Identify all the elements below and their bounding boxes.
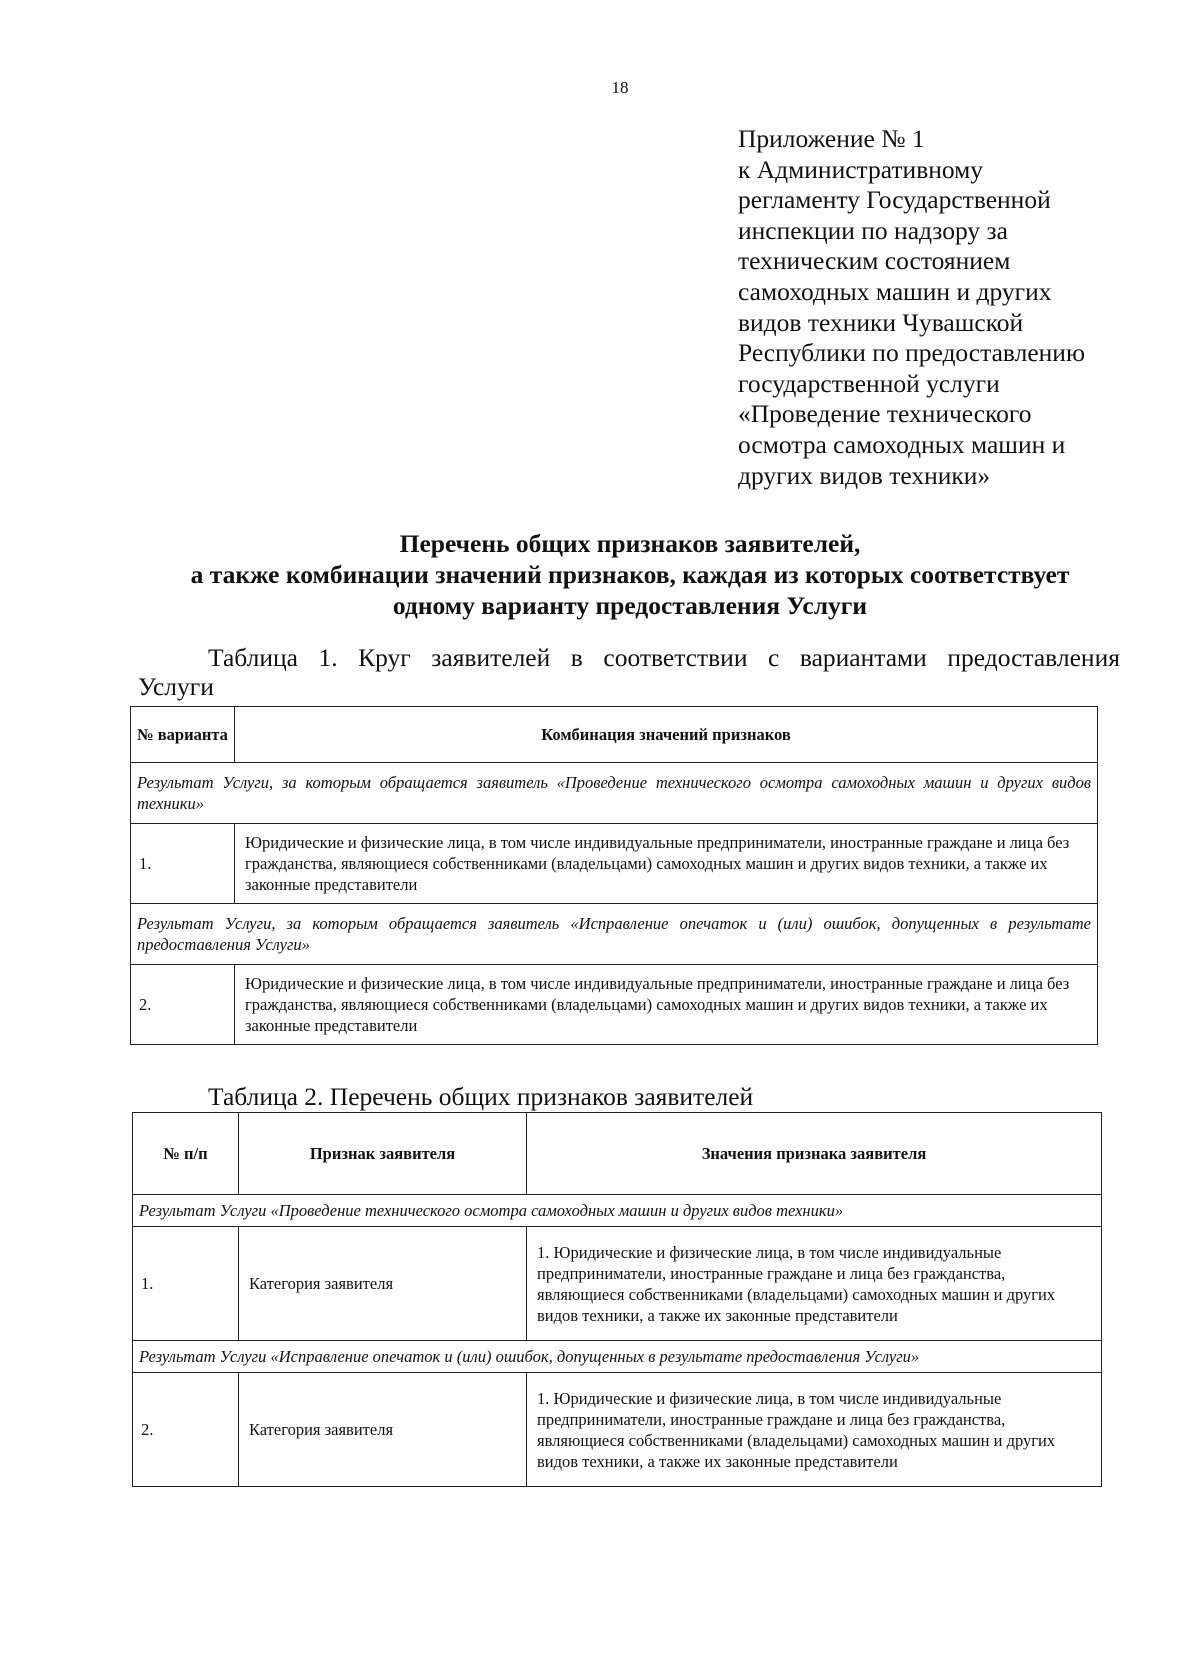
row-combination: Юридические и физические лица, в том числе индивидуальные предприниматели, иностранные граждане и лица без гражданства, являющиеся собственниками (владельцами) самоходных машин и других видов техники, а также их законные представители xyxy=(235,824,1098,904)
table-row xyxy=(131,965,1098,1045)
table2-caption: Таблица 2. Перечень общих признаков заявителей xyxy=(208,1082,754,1111)
row-number: 1. xyxy=(133,1227,239,1341)
row-value: 1. Юридические и физические лица, в том числе индивидуальные предприниматели, иностранные граждане и лица без гражданства, являющиеся собственниками (владельцами) самоходных машин и других видов техники, а также их законные представители xyxy=(527,1227,1102,1341)
appendix-line: техническим состоянием xyxy=(738,246,1011,276)
section-row xyxy=(133,1195,1102,1227)
caption-word: Круг xyxy=(358,643,411,672)
table1-caption xyxy=(138,643,1120,701)
appendix-line: осмотра самоходных машин и xyxy=(738,429,1066,459)
appendix-line: инспекции по надзору за xyxy=(738,215,1008,245)
caption-word: вариантами xyxy=(799,643,927,672)
appendix-line: других видов техники» xyxy=(738,460,991,490)
caption-word: предоставления xyxy=(947,643,1120,672)
table-row xyxy=(133,1227,1102,1341)
page-number: 18 xyxy=(611,78,629,97)
table1-caption-line1 xyxy=(138,643,1120,672)
appendix-line: регламенту Государственной xyxy=(738,185,1051,215)
table-row xyxy=(131,824,1098,904)
section-row xyxy=(133,1341,1102,1373)
table2 xyxy=(132,1112,1102,1487)
appendix-line: видов техники Чувашской xyxy=(738,307,1024,337)
header-values: Значения признака заявителя xyxy=(527,1113,1102,1195)
section-label: Результат Услуги, за которым обращается заявитель «Исправление опечаток и (или) ошибок, допущенных в результате предоставления Услуги» xyxy=(131,904,1098,965)
header-attribute: Признак заявителя xyxy=(239,1113,527,1195)
caption-word: в xyxy=(570,643,583,672)
section-label: Результат Услуги, за которым обращается заявитель «Проведение технического осмотра самоходных машин и других видов техники» xyxy=(131,763,1098,824)
caption-word: заявителей xyxy=(431,643,551,672)
appendix-line: к Административному xyxy=(738,154,984,184)
row-number: 2. xyxy=(133,1373,239,1487)
header-row-number: № п/п xyxy=(133,1113,239,1195)
header-combination: Комбинация значений признаков xyxy=(235,707,1098,763)
title-line: Перечень общих признаков заявителей, xyxy=(399,529,861,558)
section-label: Результат Услуги «Проведение технического осмотра самоходных машин и других видов техники» xyxy=(133,1195,1102,1227)
section-label: Результат Услуги «Исправление опечаток и (или) ошибок, допущенных в результате предоставления Услуги» xyxy=(133,1341,1102,1373)
section-row xyxy=(131,763,1098,824)
table-header-row xyxy=(131,707,1098,763)
appendix-line: самоходных машин и других xyxy=(738,276,1052,306)
section-row xyxy=(131,904,1098,965)
caption-word: с xyxy=(768,643,780,672)
row-combination: Юридические и физические лица, в том числе индивидуальные предприниматели, иностранные граждане и лица без гражданства, являющиеся собственниками (владельцами) самоходных машин и других видов техники, а также их законные представители xyxy=(235,965,1098,1045)
caption-word: 1. xyxy=(318,643,338,672)
row-number: 2. xyxy=(131,965,235,1045)
row-attribute: Категория заявителя xyxy=(239,1227,527,1341)
appendix-block xyxy=(738,124,1178,491)
title-line: а также комбинации значений признаков, каждая из которых соответствует xyxy=(190,560,1070,589)
caption-word: Таблица xyxy=(208,643,298,672)
appendix-line: «Проведение технического xyxy=(738,399,1032,429)
caption-word: соответствии xyxy=(603,643,748,672)
appendix-line: Республики по предоставлению xyxy=(738,338,1085,368)
document-title xyxy=(130,528,1130,621)
appendix-line: Приложение № 1 xyxy=(738,124,925,153)
row-attribute: Категория заявителя xyxy=(239,1373,527,1487)
table1-caption-line2: Услуги xyxy=(138,672,214,701)
row-number: 1. xyxy=(131,824,235,904)
title-line: одному варианту предоставления Услуги xyxy=(392,591,868,620)
table1 xyxy=(130,706,1098,1045)
table-header-row xyxy=(133,1113,1102,1195)
header-variant-number: № варианта xyxy=(131,707,235,763)
table-row xyxy=(133,1373,1102,1487)
row-value: 1. Юридические и физические лица, в том числе индивидуальные предприниматели, иностранные граждане и лица без гражданства, являющиеся собственниками (владельцами) самоходных машин и других видов техники, а также их законные представители xyxy=(527,1373,1102,1487)
appendix-line: государственной услуги xyxy=(738,368,1000,398)
